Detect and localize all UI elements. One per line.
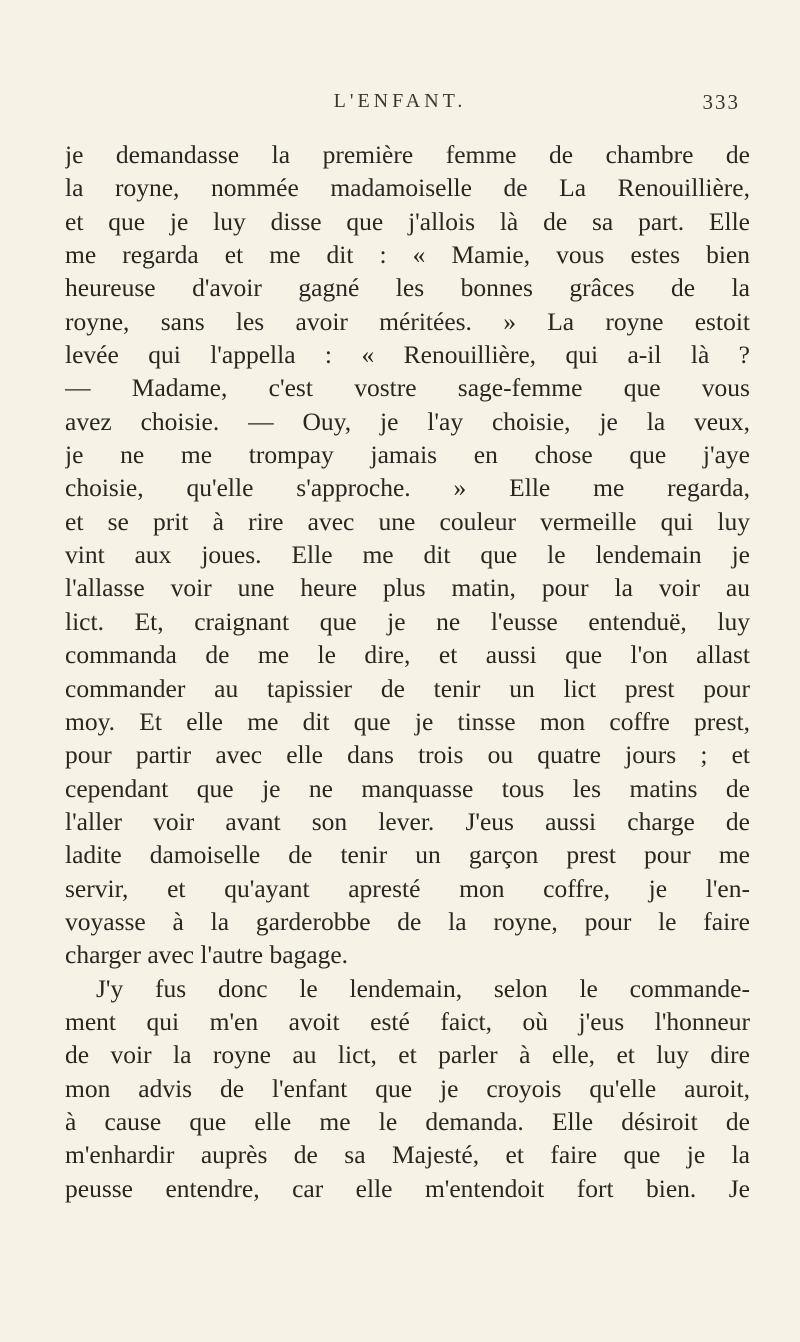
text-line: heureuse d'avoir gagné les bonnes grâces de la [65,273,750,303]
text-line: mon advis de l'enfant que je croyois qu'elle auroit, [65,1073,750,1103]
text-line: et se prit à rire avec une couleur vermeille qui luy [65,506,750,536]
text-line: l'aller voir avant son lever. J'eus aussi charge de [65,806,750,836]
text-line: servir, et qu'ayant apresté mon coffre, je l'en- [65,873,750,903]
text-line: à cause que elle me le demanda. Elle désiroit de [65,1106,750,1136]
text-line: je demandasse la première femme de chambre de [65,140,750,169]
text-line: ladite damoiselle de tenir un garçon prest pour me [65,840,750,870]
text-line: peusse entendre, car elle m'entendoit fort bien. Je [65,1173,750,1203]
text-line: de voir la royne au lict, et parler à elle, et luy dire [65,1040,750,1070]
text-line-paragraph-end: charger avec l'autre bagage. [65,940,349,970]
text-line: moy. Et elle me dit que je tinsse mon coffre prest, [65,706,750,736]
text-line: ment qui m'en avoit esté faict, où j'eus l'honneur [65,1006,750,1036]
running-title: L'ENFANT. [333,90,467,112]
text-line: je ne me trompay jamais en chose que j'aye [65,440,750,470]
page-number: 333 [702,90,740,114]
body-text [65,138,750,1205]
text-line: lict. Et, craignant que je ne l'eusse entenduë, luy [65,606,750,636]
text-line: royne, sans les avoir méritées. » La royne estoit [65,306,750,336]
text-line: choisie, qu'elle s'approche. » Elle me regarda, [65,473,750,503]
running-head [60,90,740,120]
text-line: l'allasse voir une heure plus matin, pour la voir au [65,573,750,603]
text-line: et que je luy disse que j'allois là de sa part. Elle [65,206,750,236]
text-line-paragraph-start: J'y fus donc le lendemain, selon le commande- [96,973,750,1003]
text-line: la royne, nommée madamoiselle de La Renouillière, [65,173,750,203]
text-line: voyasse à la garderobbe de la royne, pour le faire [65,906,750,936]
text-line: pour partir avec elle dans trois ou quatre jours ; et [65,740,750,770]
text-line: cependant que je ne manquasse tous les matins de [65,773,750,803]
text-line: commanda de me le dire, et aussi que l'on allast [65,640,750,670]
text-line: avez choisie. — Ouy, je l'ay choisie, je la veux, [65,406,750,436]
text-line: — Madame, c'est vostre sage-femme que vous [65,373,750,403]
text-line: vint aux joues. Elle me dit que le lendemain je [65,540,750,570]
text-line: levée qui l'appella : « Renouillière, qui a-il là ? [65,340,750,370]
text-line: me regarda et me dit : « Mamie, vous estes bien [65,240,750,270]
text-line: commander au tapissier de tenir un lict prest pour [65,673,750,703]
text-line: m'enhardir auprès de sa Majesté, et faire que je la [65,1140,750,1170]
